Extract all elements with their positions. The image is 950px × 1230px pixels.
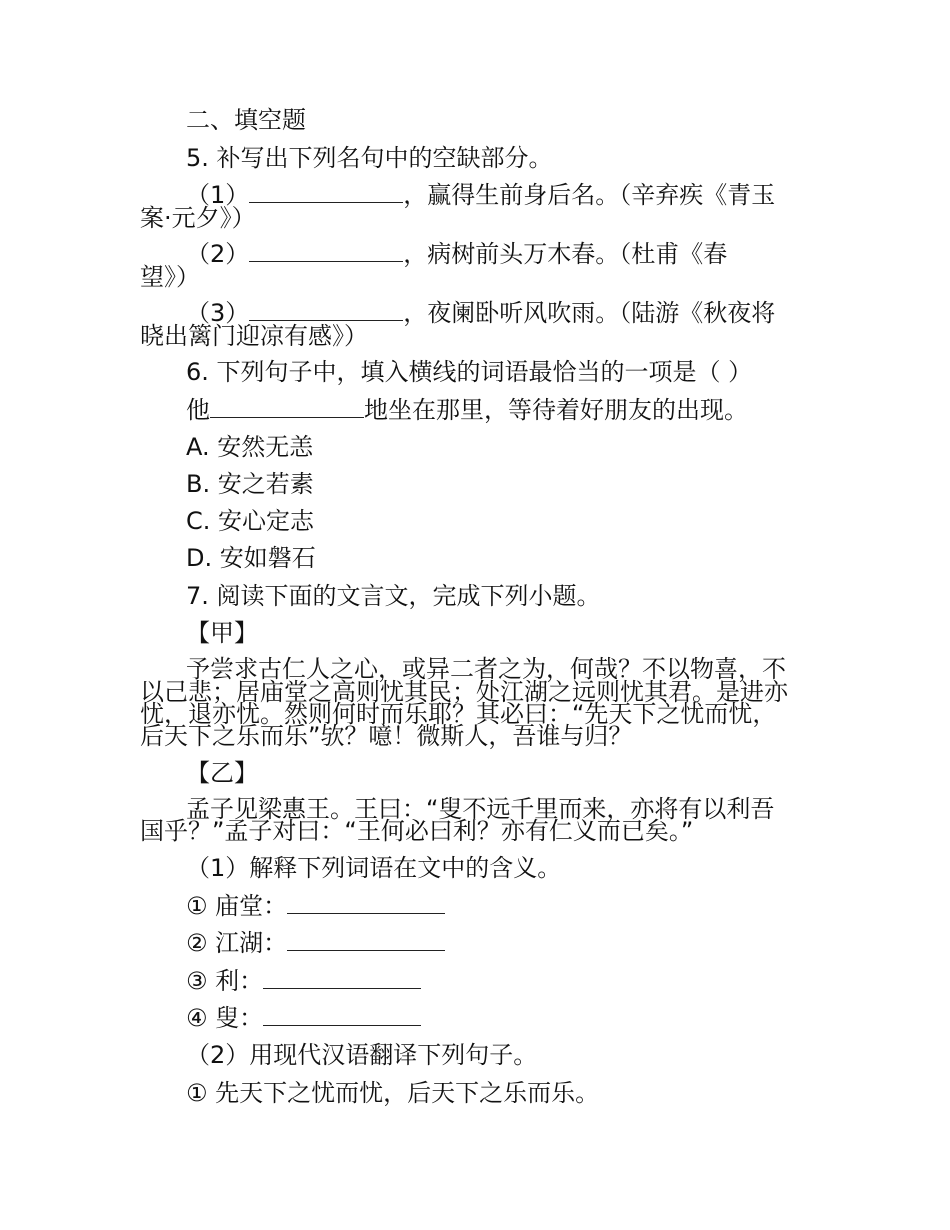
term-temple (186, 891, 445, 921)
passage-jia-line: 后天下之乐而乐”欤？噫！微斯人，吾谁与归？ (140, 722, 633, 750)
passage-yi-line: 国乎？”孟子对曰：“王何必曰利？亦有仁义而已矣。” (140, 817, 694, 845)
question-5-item-3-continuation: 晓出篱门迎凉有感》） (140, 322, 368, 350)
answer-blank[interactable] (287, 928, 445, 951)
sub-question-2: （2）用现代汉语翻译下列句子。 (186, 1041, 538, 1069)
passage-jia-line: 忧，退亦忧。然则何时而乐耶？其必曰：“先天下之忧而忧， (140, 700, 777, 728)
question-5-item-1 (186, 180, 775, 210)
question-5-item-2-continuation: 望》） (140, 263, 200, 291)
answer-blank[interactable] (249, 298, 403, 321)
passage-yi-line: 孟子见梁惠王。王曰：“叟不远千里而来，亦将有以利吾 (186, 795, 775, 823)
passage-yi-label: 【乙】 (186, 759, 258, 787)
term-li (186, 966, 421, 996)
question-7-stem: 7. 阅读下面的文言文，完成下列小题。 (186, 582, 601, 610)
question-5-stem: 5. 补写出下列名句中的空缺部分。 (186, 144, 553, 172)
term-label: ② 江湖： (186, 929, 288, 957)
term-label: ③ 利： (186, 967, 264, 995)
answer-blank[interactable] (263, 966, 421, 989)
answer-blank[interactable] (249, 180, 403, 203)
passage-jia-label: 【甲】 (186, 619, 258, 647)
answer-blank[interactable] (287, 891, 445, 914)
sentence-end: 地坐在那里，等待着好朋友的出现。 (364, 396, 748, 424)
translate-sentence-1: ① 先天下之忧而忧，后天下之乐而乐。 (186, 1079, 600, 1107)
item-number: （3） (186, 299, 250, 327)
option-b[interactable]: B. 安之若素 (186, 470, 314, 498)
question-5-item-2 (186, 239, 727, 269)
passage-jia-line: 予尝求古仁人之心，或异二者之为，何哉？不以物喜，不 (186, 655, 786, 683)
answer-blank[interactable] (263, 1003, 421, 1026)
item-text: ，夜阑卧听风吹雨。（陆游《秋夜将 (403, 299, 776, 327)
section-title: 二、填空题 (186, 106, 306, 134)
option-d[interactable]: D. 安如磐石 (186, 544, 316, 572)
term-jianghu (186, 928, 445, 958)
answer-blank[interactable] (249, 239, 403, 262)
passage-jia-line: 以己悲；居庙堂之高则忧其民；处江湖之远则忧其君。是进亦 (140, 678, 788, 706)
question-6-stem: 6. 下列句子中，填入横线的词语最恰当的一项是（ ） (186, 358, 753, 386)
term-label: ④ 叟： (186, 1004, 264, 1032)
option-a[interactable]: A. 安然无恙 (186, 433, 314, 461)
item-text: ，赢得生前身后名。（辛弃疾《青玉 (403, 181, 776, 209)
item-number: （2） (186, 240, 250, 268)
item-number: （1） (186, 181, 250, 209)
item-text: ，病树前头万木春。（杜甫《春 (403, 240, 728, 268)
answer-blank[interactable] (210, 395, 364, 418)
question-6-sentence (186, 395, 748, 425)
sub-question-1: （1）解释下列词语在文中的含义。 (186, 854, 562, 882)
question-5-item-1-continuation: 案·元夕》） (140, 204, 256, 232)
term-sou (186, 1003, 421, 1033)
term-label: ① 庙堂： (186, 892, 288, 920)
sentence-start: 他 (186, 396, 210, 424)
option-c[interactable]: C. 安心定志 (186, 507, 315, 535)
